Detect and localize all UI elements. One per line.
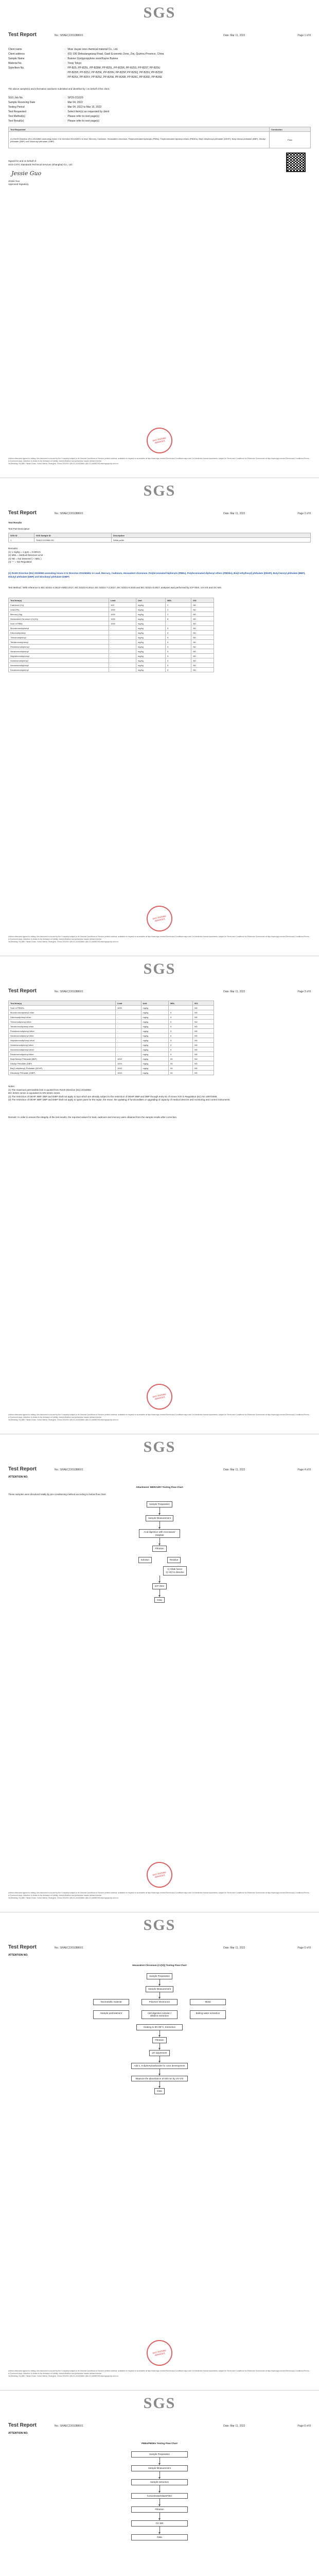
sgs-logo: SGS <box>143 2395 176 2412</box>
flow-step: Sample Measurement <box>131 2465 188 2471</box>
results-table: Test Item(s) Limit Unit MDL 001 Cadmium (Cd) 100 mg/kg 2 ND Lead (Pb) 1000 mg/kg 2 ND Mercury (Hg) 1000 mg/kg 2 ND Hexavalent Chromium (Cr(VI)) 1000 mg/kg 8 ND Sum of PBBs 1000 mg/kg - ND Monobromobiphenyl - mg/kg 5 ND Dibromobiphenyl - mg/kg 5 ND Tribromobiphenyl - mg/kg 5 ND Tetrabromobiphenyl - mg/kg 5 ND Pentabromobiphenyl - mg/kg 5 ND Hexabromobiphenyl - mg/kg 5 ND Heptabromobiphenyl - mg/kg 5 ND Octabromobiphenyl - mg/kg 5 ND Nonabromobiphenyl - mg/kg 5 ND Decabromobiphenyl - mg/kg 5 ND <box>8 598 214 672</box>
footer-text: Unless otherwise agreed in writing, this document is issued by the Company subject to its General Conditions of Service printed overleaf, available on request or accessible at http://www.sgs.com/en/Terms-and-Conditions.aspx and, for electronic format documents, subject to Terms and Conditions for Electronic Documents at http://www.sgs.com/en/Terms-and-Conditions/Terms-e-Document.aspx. Attention is drawn to the limitation of liability, indemnification and jurisdiction issues defined therein. 3rd Building, No.889, Yishan Road, Xuhui District, Shanghai, China 200233 t (86-21) 61402666 f (86-21) 64958763 www.sgsgroup.com.cn <box>8 1414 310 1421</box>
report-header: Test Report No.: SHAEC2201088601 Date: Mar 11, 2022 Page 1 of 8 <box>8 32 311 38</box>
flow-step: Filtration <box>152 2037 166 2043</box>
table-row: Heptabromobiphenyl - mg/kg 5 ND <box>9 654 214 658</box>
sgs-logo: SGS <box>143 1917 176 1934</box>
table-row: Pentabromobiphenyl - mg/kg 5 ND <box>9 645 214 649</box>
remark-item: (3) ND = Not Detected ( < MDL ) <box>8 557 42 560</box>
table-row: Dibromodiphenyl ether - mg/kg 5 ND <box>9 1015 214 1020</box>
sgs-logo: SGS <box>143 960 176 977</box>
flow-step: Sample Preparation <box>147 1973 172 1979</box>
flow-step: Metal <box>190 1999 226 2005</box>
footer-text: Unless otherwise agreed in writing, this document is issued by the Company subject to its General Conditions of Service printed overleaf, available on request or accessible at http://www.sgs.com/en/Terms-and-Conditions.aspx and, for electronic format documents, subject to Terms and Conditions for Electronic Documents at http://www.sgs.com/en/Terms-and-Conditions/Terms-e-Document.aspx. Attention is drawn to the limitation of liability, indemnification and jurisdiction issues defined therein. 3rd Building, No.889, Yishan Road, Xuhui District, Shanghai, China 200233 t (86-21) 61402666 f (86-21) 64958763 www.sgsgroup.com.cn <box>8 1892 310 1899</box>
info-row: Client address : (ID) 106 Shitoutangxiang Road, Gaoli Economic Zone, Zinj, Quzhou Province, China <box>8 53 164 56</box>
flow-step: Filtration <box>131 2506 188 2513</box>
footer-text: Unless otherwise agreed in writing, this document is issued by the Company subject to its General Conditions of Service printed overleaf, available on request or accessible at http://www.sgs.com/en/Terms-and-Conditions.aspx and, for electronic format documents, subject to Terms and Conditions for Electronic Documents at http://www.sgs.com/en/Terms-and-Conditions/Terms-e-Document.aspx. Attention is drawn to the limitation of liability, indemnification and jurisdiction issues defined therein. 3rd Building, No.889, Yishan Road, Xuhui District, Shanghai, China 200233 t (86-21) 61402666 f (86-21) 64958763 www.sgsgroup.com.cn <box>8 936 310 943</box>
table-row: Butyl Benzyl Phthalate (BBP) 1000 mg/kg 50 ND <box>9 1057 214 1061</box>
table-row: Diisobutyl Phthalate (DIBP) 1000 mg/kg 50 ND <box>9 1071 214 1075</box>
info-row: PP-B25H, PP-B25J, PP-B25K, PP-B25N, PP-B25P, PP-B25Q, PP-B25V, PP-B25W <box>67 71 163 74</box>
table-row: Sum of PBBs 1000 mg/kg - ND <box>9 621 214 626</box>
report-header: Test Report No.: SHAEC2201088601 Date: Mar 11, 2022 Page 3 of 8 <box>8 988 311 994</box>
flow-step: Add 1, 5-diphenylcarbazide for color development <box>131 2063 188 2069</box>
info-row: Material No. : Toray Tokyo <box>8 62 81 65</box>
info-row: Style/Item No. : PP-B25, PP-B25L, PP-B25M, PP-B25L, PP-B25R, PP-B25S, PP-B25T, PP-B25U <box>8 66 161 70</box>
signature: Jessie Guo <box>11 170 42 177</box>
report-page-5: SGS Test Report No.: SHAEC2201088601 Date: Mar 11, 2022 Page 5 of 8 ATTENTION NO. Hexavalent Chromium (Cr(VI)) Testing Flow Chart Sample Preparation Sample Measurement Nonmetallic material Polymer/ electronics Metal Sample pretreatment Add digestion solution / alkaline extraction Boiling water extraction Heating to 90~95°C, Extraction Filtration pH adjustment Add 1, 5-diphenylcarbazide for color development Measure the absorbance at 540 nm by UV-VIS Data SGS TESTING SERVICES Unless otherwise agreed in writing, this document is issued by the Company subject to its General Conditions of Service printed overleaf, available on request or accessible at http://www.sgs.com/en/Terms-and-Conditions.aspx and, for electronic format documents, subject to Terms and Conditions for Electronic Documents at http://www.sgs.com/en/Terms-and-Conditions/Terms-e-Document.aspx. Attention is drawn to the limitation of liability, indemnification and jurisdiction issues defined therein. 3rd Building, No.889, Yishan Road, Xuhui District, Shanghai, China 200233 t (86-21) 61402666 f (86-21) 64958763 www.sgsgroup.com.cn <box>0 1912 319 2391</box>
qr-code <box>286 152 306 172</box>
sgs-logo: SGS <box>143 482 176 499</box>
report-header: Test Report No.: SHAEC2201088601 Date: Mar 11, 2022 Page 2 of 8 <box>8 510 311 516</box>
report-page-6: SGS Test Report No.: SHAEC2201088601 Date: Mar 11, 2022 Page 6 of 8 ATTENTION NO. PBBs/PBDEs Testing Flow Chart Sample Preparation Sample Measurement Sample extraction Concentrate/Dilute/Filter Filtration GC-MS Data <box>0 2391 319 2576</box>
flow-note: 1) Alkali fusion 2) HCl to dissolve <box>163 1566 186 1575</box>
sgs-stamp: SGS TESTING SERVICES <box>144 1381 174 1412</box>
info-row: SGS Job No. : SP20-211029 <box>8 96 83 99</box>
job-info-table <box>8 96 111 124</box>
remark-item: (2) MDL = Method Detection Limit <box>8 554 43 557</box>
report-header: Test Report No.: SHAEC2201088601 Date: Mar 11, 2022 Page 4 of 8 <box>8 1466 311 1472</box>
page-number: Page 4 of 8 <box>297 1468 311 1471</box>
sgs-stamp: SGS TESTING SERVICES <box>144 1859 174 1890</box>
parts-table: SGS ID SGS Sample ID Description 1 SHA22-010966.001 White pellet <box>8 533 311 543</box>
table-row: Pentabromodiphenyl ether - mg/kg 5 ND <box>9 1029 214 1033</box>
report-date: Mar 11, 2022 <box>230 34 245 37</box>
table-row: Decabromodiphenyl ether - mg/kg 5 ND <box>9 1052 214 1057</box>
flow-step: Sample Preparation <box>131 2451 188 2458</box>
table-row: Octabromobiphenyl - mg/kg 5 ND <box>9 658 214 663</box>
flow-step: Boiling water extraction <box>190 2010 226 2020</box>
flow-step: Heating to 90~95°C, Extraction <box>136 2024 183 2030</box>
flow-step: Sample extraction <box>131 2479 188 2485</box>
report-header: Test Report No.: SHAEC2201088601 Date: Mar 11, 2022 Page 6 of 8 <box>8 2422 311 2428</box>
flow-step: Sample Measurement <box>146 1986 173 1992</box>
signer-title: Approved Signatory <box>8 183 29 186</box>
report-header: Test Report No.: SHAEC2201088601 Date: Mar 11, 2022 Page 5 of 8 <box>8 1944 311 1950</box>
flow-step: Data <box>154 1597 165 1603</box>
flow-step: Sample pretreatment <box>93 2010 129 2020</box>
flow-step: Sample Preparation <box>147 1501 172 1507</box>
table-row: Lead (Pb) 1000 mg/kg 2 ND <box>9 607 214 612</box>
note-item: (1) The maximum permissible limit is quoted from RoHS Directive (EU) 2015/863. <box>8 1088 92 1091</box>
note-item: IEC 62321 series is equivalent to EN 62321 series. <box>8 1092 61 1095</box>
mercury-flowchart <box>129 1501 190 1603</box>
remark-item: (1) 1 mg/kg = 1 ppm = 0.0001% <box>8 550 41 553</box>
results-table-continued: Test Item(s) Limit Unit MDL 001 Sum of PBDEs 1000 mg/kg - ND Monobromodiphenyl ether - mg/kg 5 ND Dibromodiphenyl ether - mg/kg 5 ND Tribromodiphenyl ether - mg/kg 5 ND Tetrabromodiphenyl ether - mg/kg 5 ND Pentabromodiphenyl ether - mg/kg 5 ND Hexabromodiphenyl ether - mg/kg 5 ND Heptabromodiphenyl ether - mg/kg 5 ND Octabromodiphenyl ether - mg/kg 5 ND Nonabromodiphenyl ether - mg/kg 5 ND Decabromodiphenyl ether - mg/kg 5 ND Butyl Benzyl Phthalate (BBP) 1000 mg/kg 50 ND Dibutyl Phthalate (DBP) 1000 mg/kg 50 ND Bis(2-ethylhexyl) Phthalate (DEHP) 1000 mg/kg 50 ND Diisobutyl Phthalate (DIBP) 1000 mg/kg 50 ND <box>8 1001 214 1075</box>
table-row: Cadmium (Cd) 100 mg/kg 2 ND <box>9 603 214 607</box>
table-row: Tetrabromodiphenyl ether - mg/kg 5 ND <box>9 1024 214 1029</box>
table-row: Hexabromodiphenyl ether - mg/kg 5 ND <box>9 1033 214 1038</box>
table-row: Tribromodiphenyl ether - mg/kg 5 ND <box>9 1020 214 1024</box>
table-row: Hexavalent Chromium (Cr(VI)) 1000 mg/kg 8 ND <box>9 617 214 621</box>
info-row: Test Result(s) : Please refer to next page(s) <box>8 120 100 123</box>
page-number: Page 3 of 8 <box>297 990 311 993</box>
info-row: Client name : Wuxi Jiayan new chemical material Co., Ltd. <box>8 48 118 51</box>
chromium-flowchart <box>72 1973 247 2094</box>
info-row: Sample Receiving Date : Mar 04, 2022 <box>8 101 83 104</box>
note-item: (3) The restriction of DEHP, BBP, DBP and DIBP shall not apply to spare parts for the repair, the reuse, the updating of functionalities or upgrading of capacity of medical devices and monitoring and control instruments. <box>8 1098 231 1101</box>
table-row: Heptabromodiphenyl ether - mg/kg 5 ND <box>9 1038 214 1043</box>
conclusion-pass: Pass <box>270 132 311 148</box>
flow-step: Acid digestion with microwave/ Hotplate <box>139 1529 180 1538</box>
table-row: Sum of PBDEs 1000 mg/kg - ND <box>9 1006 214 1010</box>
table-row: Hexabromobiphenyl - mg/kg 5 ND <box>9 649 214 654</box>
flow-step: Residue <box>167 1557 181 1563</box>
report-page-4: SGS Test Report No.: SHAEC2201088601 Date: Mar 11, 2022 Page 4 of 8 ATTENTION NO. Attachment: MERCURY Testing Flow Chart These samples were dissolved totally by pre-conditioning method according to below flow chart. Sample Preparation Sample Measurement Acid digestion with microwave/ Hotplate Filtration Solution Residue 1) Alkali fusion 2) HCl to dissolve ICP-OES Data SGS TESTING SERVICES Unless otherwise agreed in writing, this document is issued by the Company subject to its General Conditions of Service printed overleaf, available on request or accessible at http://www.sgs.com/en/Terms-and-Conditions.aspx and, for electronic format documents, subject to Terms and Conditions for Electronic Documents at http://www.sgs.com/en/Terms-and-Conditions/Terms-e-Document.aspx. Attention is drawn to the limitation of liability, indemnification and jurisdiction issues defined therein. 3rd Building, No.889, Yishan Road, Xuhui District, Shanghai, China 200233 t (86-21) 61402666 f (86-21) 64958763 www.sgsgroup.com.cn <box>0 1434 319 1912</box>
page-number: Page 1 of 8 <box>297 34 311 37</box>
table-row: Tribromobiphenyl - mg/kg 5 ND <box>9 635 214 640</box>
flow-title: Hexavalent Chromium (Cr(VI)) Testing Flow Chart <box>132 1964 187 1967</box>
notes: Notes: (1) The maximum permissible limit is quoted from RoHS Directive (EU) 2015/863. IEC 62321 series is equivalent to EN 62321 series. (2) The restriction of DEHP, BBP, DBP and DIBP shall not apply to toys which are already subject to the restriction of DEHP, BBP and DBP through entry 51 of Annex XVII to Regulation (EC) No 1907/2006. (3) The restriction of DEHP, BBP, DBP and DIBP shall not apply to spare parts for the repair, the reuse, the updating of functionalities or upgrading of capacity of medical devices and monitoring and control instruments. <box>8 1085 311 1102</box>
flow-step: Add digestion solution / alkaline extraction <box>141 2010 178 2020</box>
flow-step: Filtration <box>152 1546 166 1552</box>
method-text: Test Method : With reference to IEC 62321-4:2013+AMD1:2017, IEC 62321-5:2013, IEC 62321-7-2:2017, IEC 62321-6:2015 and IEC 62321-8:2017, analyses was performed by ICP-OES, UV-VIS and GC-MS. <box>8 586 222 589</box>
flow-step: Concentrate/Dilute/Filter <box>131 2493 188 2499</box>
table-row: Mercury (Hg) 1000 mg/kg 2 ND <box>9 612 214 617</box>
flow-step: Polymer/ electronics <box>141 1999 178 2005</box>
info-row: Testing Period : Mar 04, 2022 to Mar 16, 2022 <box>8 106 102 109</box>
flow-step: pH adjustment <box>149 2050 169 2056</box>
info-row: PP-B25X, PP-B25Y, PP-B25Z, PP-B26A, PP-B26B, PP-B26C, PP-B26D, PP-B26E <box>67 76 162 79</box>
table-row: Decabromobiphenyl - mg/kg 5 ND <box>9 668 214 672</box>
table-row: Nonabromodiphenyl ether - mg/kg 5 ND <box>9 1047 214 1052</box>
table-row: Dibutyl Phthalate (DBP) 1000 mg/kg 50 ND <box>9 1061 214 1066</box>
table-row: Dibromobiphenyl - mg/kg 5 ND <box>9 631 214 635</box>
flow-step: Solution <box>138 1557 152 1563</box>
sgs-logo: SGS <box>143 4 176 21</box>
remark-comment: Remark: In order to ensure the integrity of the test results, the reported values for lead, cadmium and mercury were obtained from the sample results after correction. <box>8 1116 178 1118</box>
flow-step: Sample Measurement <box>146 1515 173 1521</box>
sgs-logo: SGS <box>143 1438 176 1455</box>
flow-step: Data <box>154 2088 165 2094</box>
remarks: Remarks: (1) 1 mg/kg = 1 ppm = 0.0001% (2) MDL = Method Detection Limit (3) ND = Not Detected ( < MDL ) (4) "-" = Not Regulated <box>8 547 311 564</box>
note-item: (2) The restriction of DEHP, BBP, DBP and DIBP shall not apply to toys which are already subject to the restriction of DEHP, BBP and DBP through entry 51 of Annex XVII to Regulation (EC) No 1907/2006. <box>8 1095 218 1098</box>
info-row: Test Requested : Select Item(s) as requested by client <box>8 110 110 113</box>
footer-text: Unless otherwise agreed in writing, this document is issued by the Company subject to its General Conditions of Service printed overleaf, available on request or accessible at http://www.sgs.com/en/Terms-and-Conditions.aspx and, for electronic format documents, subject to Terms and Conditions for Electronic Documents at http://www.sgs.com/en/Terms-and-Conditions/Terms-e-Document.aspx. Attention is drawn to the limitation of liability, indemnification and jurisdiction issues defined therein. 3rd Building, No.889, Yishan Road, Xuhui District, Shanghai, China 200233 t (86-21) 61402666 f (86-21) 64958763 www.sgsgroup.com.cn <box>8 2370 310 2377</box>
signer-name: Jessie Guo <box>8 179 20 182</box>
page-number: Page 2 of 8 <box>297 512 311 515</box>
table-row: Monobromobiphenyl - mg/kg 5 ND <box>9 626 214 631</box>
table-row: Nonabromobiphenyl - mg/kg 5 ND <box>9 663 214 668</box>
flow-step: GC-MS <box>131 2520 188 2527</box>
flow-title: PBBs/PBDEs Testing Flow Chart <box>141 2442 178 2445</box>
sgs-stamp: SGS TESTING SERVICES <box>144 2337 174 2368</box>
report-number: SHAEC2201088601 <box>60 34 83 37</box>
info-row: Test Method(s) : Please refer to next page(s) <box>8 115 100 118</box>
info-row: Sample Name : Butene-1/polypropylene resin/Kayne Butene <box>8 57 118 60</box>
report-page-3 <box>0 956 319 1434</box>
remark-item: (4) "-" = Not Regulated <box>8 561 32 564</box>
summary-table: Test Requested Conclusion (1) RoHS Directive (EU) 2015/863 amending Annex II to Directive 2011/65/EU in lead, Mercury, Cadmium, Hexavalent chromium, Polybrominated biphenyls (PBBs), Polybrominated diphenyl ethers (PBDEs), Bis(2-ethylhexyl) phthalate (DEHP), Butyl benzyl phthalate (BBP), Dibutyl phthalate (DBP) and Diisobutyl phthalate (DIBP) Pass <box>8 127 311 148</box>
page-number: Page 5 of 8 <box>297 1946 311 1950</box>
flow-title: Attachment: MERCURY Testing Flow Chart <box>136 1486 183 1488</box>
lab-name: SGS-CSTC Standards Technical Services (Shanghai) Co., Ltd. <box>8 163 73 166</box>
flow-step: ICP-OES <box>152 1583 167 1589</box>
table-row: Octabromodiphenyl ether - mg/kg 5 ND <box>9 1043 214 1047</box>
table-row: Bis(2-ethylhexyl) Phthalate (DEHP) 1000 mg/kg 50 ND <box>9 1066 214 1071</box>
client-note: The above sample(s) and information was/were submitted and identified by / on behalf of the client. <box>8 88 110 90</box>
report-page-2: SGS Test Report No.: SHAEC2201088601 Date: Mar 11, 2022 Page 2 of 8 Test Results Test Part Description SGS ID SGS Sample ID Description 1 SHA22-010966.001 White pellet Remarks: (1) 1 mg/kg = 1 ppm = 0.0001% (2) MDL = Method Detection Limit (3) ND = Not Detected ( < MDL ) (4) "-" = Not Regulated (1) RoHS Directive (EU) 2015/863 amending Annex II to Directive 2011/65/EU in Lead, Mercury, Cadmium, Hexavalent chromium, Polybrominated biphenyls (PBBs), Polybrominated diphenyl ethers (PBDEs), Bis(2-ethylhexyl) phthalate (DEHP), Butyl benzyl phthalate (BBP), Dibutyl phthalate (DBP) and Diisobutyl phthalate (DIBP) Test Method : With reference to IEC 62321-4:2013+AMD1:2017, IEC 62321-5:2013, IEC 62321-7-2:2017, IEC 62321-6:2015 and IEC 62321-8:2017, analyses was performed by ICP-OES, UV-VIS and GC-MS. Test Item(s) Limit Unit MDL 001 Cadmium (Cd) 100 mg/kg 2 ND Lead (Pb) 1000 mg/kg 2 ND Mercury (Hg) 1000 mg/kg 2 ND Hexavalent Chromium (Cr(VI)) 1000 mg/kg 8 ND Sum of PBBs 1000 mg/kg - ND Monobromobiphenyl - mg/kg 5 ND Dibromobiphenyl - mg/kg 5 ND Tribromobiphenyl - mg/kg 5 ND Tetrabromobiphenyl - mg/kg 5 ND Pentabromobiphenyl - mg/kg 5 ND Hexabromobiphenyl - mg/kg 5 ND Heptabromobiphenyl - mg/kg 5 ND Octabromobiphenyl - mg/kg 5 ND Nonabromobiphenyl - mg/kg 5 ND Decabromobiphenyl - mg/kg 5 ND SGS TESTING SERVICES Unless otherwise agreed in writing, this document is issued by the Company subject to its General Conditions of Service printed overleaf, available on request or accessible at http://www.sgs.com/en/Terms-and-Conditions.aspx and, for electronic format documents, subject to Terms and Conditions for Electronic Documents at http://www.sgs.com/en/Terms-and-Conditions/Terms-e-Document.aspx. Attention is drawn to the limitation of liability, indemnification and jurisdiction issues defined therein. 3rd Building, No.889, Yishan Road, Xuhui District, Shanghai, China 200233 t (86-21) 61402666 f (86-21) 64958763 www.sgsgroup.com.cn <box>0 478 319 956</box>
footer-text: Unless otherwise agreed in writing, this document is issued by the Company subject to its General Conditions of Service printed overleaf, available on request or accessible at http://www.sgs.com/en/Terms-and-Conditions.aspx and, for electronic format documents, subject to Terms and Conditions for Electronic Documents at http://www.sgs.com/en/Terms-and-Conditions/Terms-e-Document.aspx. Attention is drawn to the limitation of liability, indemnification and jurisdiction issues defined therein. 3rd Building, No.889, Yishan Road, Xuhui District, Shanghai, China 200233 t (86-21) 61402666 f (86-21) 64958763 www.sgsgroup.com.cn <box>8 457 310 465</box>
flow-step: Data <box>131 2534 188 2540</box>
report-page-1: SGS Test Report No.: SHAEC2201088601 Date: Mar 11, 2022 Page 1 of 8 Client name : Wuxi Jiayan new chemical material Co., Ltd. Client address : (ID) 106 Shitoutangxiang Road, Gaoli Economic Zone, Zinj, Quzhou Province, China Sample Name : Butene-1/polypropylene resin/Kayne Butene Material No. : Toray Tokyo Style/Item No. : PP-B25, PP-B25L, PP-B25M, PP-B25L, PP-B25R, PP-B25S, PP-B25T, PP-B25U PP-B25H, PP-B25J, PP-B25K, PP-B25N, PP-B25P, PP-B25Q, PP-B25V, PP-B25W PP-B25X, PP-B25Y, PP-B25Z, PP-B26A, PP-B26B, PP-B26C, PP-B26D, PP-B26E The above sample(s) and information was/were submitted and identified by / on behalf of the client. SGS Job No. : SP20-211029 Sample Receiving Date : Mar 04, 2022 Testing Period : Mar 04, 2022 to Mar 16, 2022 Test Requested : Select Item(s) as requested by client Test Method(s) : Please refer to next page(s) Test Result(s) : Please refer to next page(s) Test Requested Conclusion (1) RoHS Directive (EU) 2015/863 amending Annex II to Directive 2011/65/EU in lead, Mercury, Cadmium, Hexavalent chromium, Polybrominated biphenyls (PBBs), Polybrominated diphenyl ethers (PBDEs), Bis(2-ethylhexyl) phthalate (DEHP), Butyl benzyl phthalate (BBP), Dibutyl phthalate (DBP) and Diisobutyl phthalate (DIBP) Pass Signed for and on behalf of SGS-CSTC Standards Technical Services (Shanghai) Co., Ltd. Jessie Guo Jessie Guo Approved Signatory SGS TESTING SERVICES Unless otherwise agreed in writing, this document is issued by the Company subject to its General Conditions of Service printed overleaf, available on request or accessible at http://www.sgs.com/en/Terms-and-Conditions.aspx and, for electronic format documents, subject to Terms and Conditions for Electronic Documents at http://www.sgs.com/en/Terms-and-Conditions/Terms-e-Document.aspx. Attention is drawn to the limitation of liability, indemnification and jurisdiction issues defined therein. 3rd Building, No.889, Yishan Road, Xuhui District, Shanghai, China 200233 t (86-21) 61402666 f (86-21) 64958763 www.sgsgroup.com.cn <box>0 0 319 478</box>
pbb-flowchart <box>118 2451 201 2540</box>
method-title: (1) RoHS Directive (EU) 2015/863 amending Annex II to Directive 2011/65/EU in Lead, Mercury, Cadmium, Hexavalent chromium, Polybrominated biphenyls (PBBs), Polybrominated diphenyl ethers (PBDEs), Bis(2-ethylhexyl) phthalate (DEHP), Butyl benzyl phthalate (BBP), Dibutyl phthalate (DBP) and Diisobutyl phthalate (DIBP) <box>8 572 306 578</box>
page-number: Page 6 of 8 <box>297 2425 311 2428</box>
report-title: Test Report <box>8 32 37 38</box>
client-info-table <box>8 47 166 80</box>
table-row: Monobromodiphenyl ether - mg/kg 5 ND <box>9 1010 214 1015</box>
sgs-stamp: SGS TESTING SERVICES <box>144 903 174 934</box>
flow-step: Nonmetallic material <box>93 1999 129 2005</box>
flow-step: Measure the absorbance at 540 nm by UV-VIS <box>131 2076 188 2082</box>
sgs-stamp: SGS TESTING SERVICES <box>144 425 174 455</box>
table-row: Tetrabromobiphenyl - mg/kg 5 ND <box>9 640 214 645</box>
